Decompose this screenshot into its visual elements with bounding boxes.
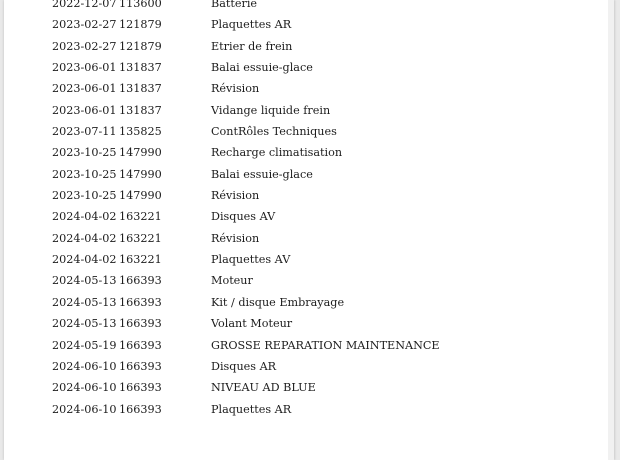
entry-operation: Recharge climatisation — [211, 146, 343, 160]
entry-mileage: 166393 — [119, 359, 162, 373]
entry-mileage: 121879 — [119, 18, 162, 32]
list-item — [4, 0, 614, 14]
list-item — [4, 78, 614, 99]
list-item — [4, 206, 614, 227]
entry-mileage: 163221 — [119, 231, 162, 245]
entry-operation: GROSSE REPARATION MAINTENANCE — [211, 338, 440, 352]
entry-operation: NIVEAU AD BLUE — [211, 381, 316, 395]
list-item — [4, 356, 614, 377]
maintenance-history-list — [4, 0, 614, 420]
entry-mileage: 147990 — [119, 167, 162, 181]
entry-operation: Disques AV — [211, 210, 276, 224]
entry-operation: Plaquettes AV — [211, 253, 291, 267]
list-item — [4, 270, 614, 291]
entry-operation: Balai essuie-glace — [211, 61, 313, 75]
page-edge — [608, 0, 614, 460]
list-item — [4, 57, 614, 78]
list-item — [4, 292, 614, 313]
entry-date: 2024-05-13 — [52, 274, 117, 288]
entry-operation: Etrier de frein — [211, 39, 293, 53]
entry-date: 2023-02-27 — [52, 18, 117, 32]
entry-operation: Révision — [211, 82, 260, 96]
entry-operation: Batterie — [211, 0, 258, 10]
entry-date: 2023-06-01 — [52, 61, 117, 75]
document-page — [4, 0, 614, 460]
entry-mileage: 163221 — [119, 210, 162, 224]
entry-date: 2024-06-10 — [52, 359, 117, 373]
list-item — [4, 399, 614, 420]
list-item — [4, 142, 614, 163]
entry-date: 2022-12-07 — [52, 0, 117, 10]
entry-operation: Révision — [211, 231, 260, 245]
entry-operation: Vidange liquide frein — [211, 103, 331, 117]
entry-date: 2024-06-10 — [52, 402, 117, 416]
entry-date: 2024-05-13 — [52, 317, 117, 331]
entry-mileage: 135825 — [119, 125, 162, 139]
list-item — [4, 377, 614, 398]
entry-mileage: 163221 — [119, 253, 162, 267]
entry-date: 2023-02-27 — [52, 39, 117, 53]
entry-operation: Révision — [211, 189, 260, 203]
entry-operation: Disques AR — [211, 359, 277, 373]
list-item — [4, 228, 614, 249]
entry-mileage: 131837 — [119, 82, 162, 96]
list-item — [4, 185, 614, 206]
list-item — [4, 164, 614, 185]
entry-operation: Volant Moteur — [211, 317, 293, 331]
entry-operation: Moteur — [211, 274, 253, 288]
entry-date: 2023-10-25 — [52, 167, 117, 181]
entry-mileage: 166393 — [119, 274, 162, 288]
list-item — [4, 313, 614, 334]
entry-date: 2024-05-19 — [52, 338, 117, 352]
entry-mileage: 147990 — [119, 189, 162, 203]
entry-mileage: 166393 — [119, 338, 162, 352]
entry-operation: Plaquettes AR — [211, 402, 292, 416]
entry-date: 2023-10-25 — [52, 146, 117, 160]
entry-date: 2024-05-13 — [52, 295, 117, 309]
entry-mileage: 131837 — [119, 61, 162, 75]
entry-date: 2023-10-25 — [52, 189, 117, 203]
list-item — [4, 14, 614, 35]
entry-mileage: 166393 — [119, 381, 162, 395]
entry-date: 2023-06-01 — [52, 82, 117, 96]
list-item — [4, 335, 614, 356]
list-item — [4, 100, 614, 121]
entry-mileage: 166393 — [119, 295, 162, 309]
entry-mileage: 113600 — [119, 0, 162, 10]
entry-operation: Balai essuie-glace — [211, 167, 313, 181]
entry-mileage: 166393 — [119, 402, 162, 416]
entry-mileage: 147990 — [119, 146, 162, 160]
entry-operation: Kit / disque Embrayage — [211, 295, 345, 309]
list-item — [4, 121, 614, 142]
entry-date: 2023-06-01 — [52, 103, 117, 117]
entry-mileage: 121879 — [119, 39, 162, 53]
entry-date: 2024-06-10 — [52, 381, 117, 395]
entry-date: 2024-04-02 — [52, 253, 117, 267]
entry-operation: Plaquettes AR — [211, 18, 292, 32]
entry-operation: ContRôles Techniques — [211, 125, 337, 139]
entry-date: 2024-04-02 — [52, 231, 117, 245]
list-item — [4, 249, 614, 270]
entry-mileage: 166393 — [119, 317, 162, 331]
entry-date: 2024-04-02 — [52, 210, 117, 224]
entry-date: 2023-07-11 — [52, 125, 117, 139]
list-item — [4, 36, 614, 57]
entry-mileage: 131837 — [119, 103, 162, 117]
